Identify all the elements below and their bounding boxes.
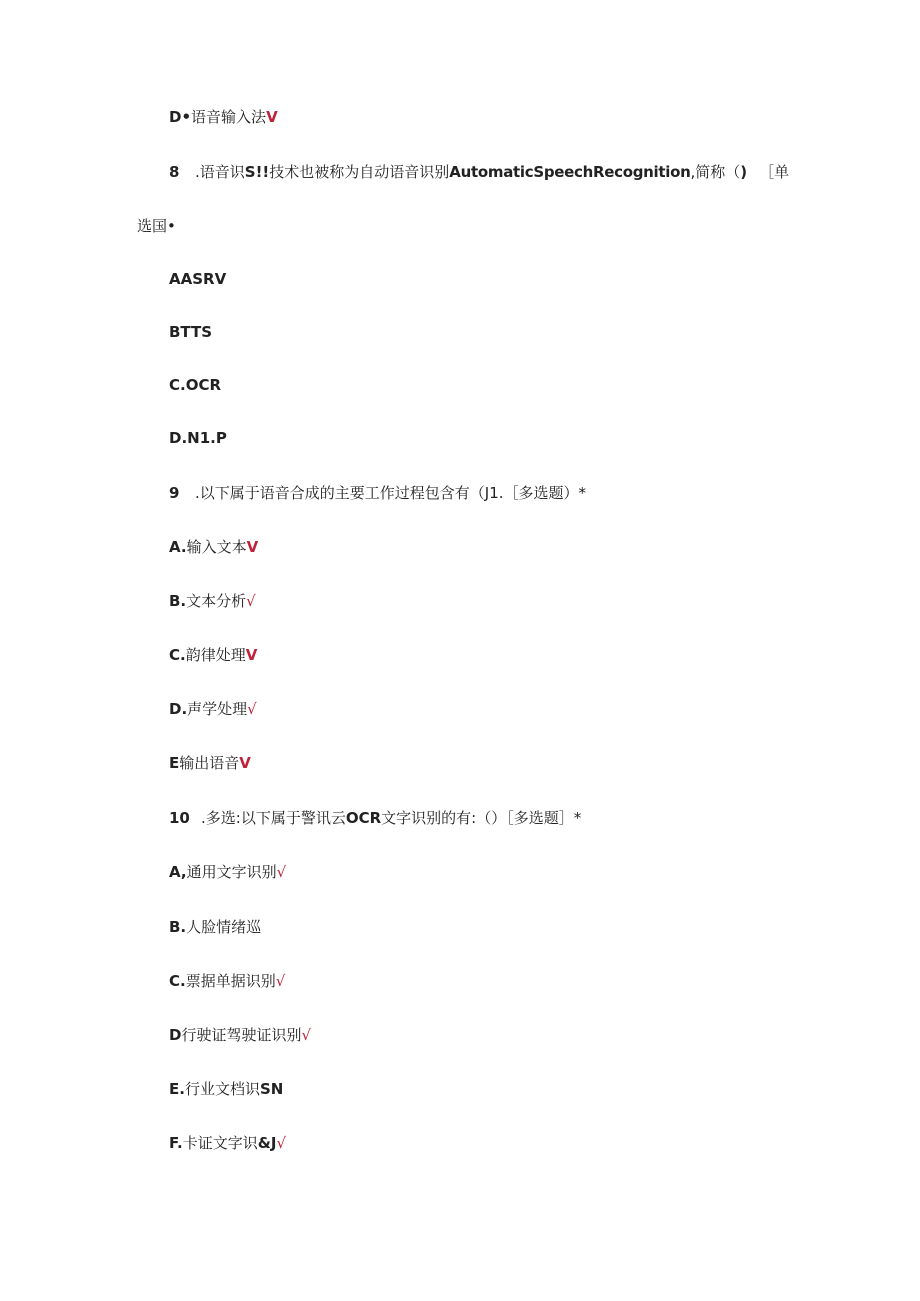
option-text: BTTS — [169, 323, 213, 341]
option-9e — [169, 753, 251, 773]
option-label: F. — [169, 1134, 183, 1152]
option-8a — [169, 269, 226, 289]
question-type: 选国• — [137, 217, 176, 235]
option-text: 韵律处理 — [185, 646, 246, 664]
question-text-bold: OCR — [345, 809, 382, 827]
option-9b — [169, 591, 256, 611]
option-text: 输出语音 — [179, 754, 240, 772]
option-label: A. — [169, 538, 187, 556]
check-mark-icon: V — [239, 754, 251, 772]
option-10d — [169, 1025, 311, 1045]
option-label: D. — [169, 700, 188, 718]
question-number: 9 — [169, 484, 180, 502]
option-text: 通用文字识别 — [186, 863, 277, 881]
option-text: AASRV — [169, 270, 227, 288]
option-text: 文本分析 — [186, 592, 247, 610]
check-mark-icon: √ — [247, 700, 257, 718]
option-label: E — [169, 754, 180, 772]
check-mark-icon: V — [246, 538, 259, 556]
option-label: C. — [169, 646, 186, 664]
option-8b — [169, 322, 212, 342]
check-mark-icon: √ — [276, 863, 287, 881]
option-text: C.OCR — [169, 376, 222, 394]
option-label: C. — [169, 972, 186, 990]
question-text-bold: AutomaticSpeechRecognition — [449, 163, 691, 181]
question-9 — [169, 483, 586, 503]
option-9c — [169, 645, 257, 665]
question-text-bold: ) — [740, 163, 748, 181]
option-label: D• — [169, 108, 192, 126]
option-7d — [169, 107, 278, 127]
question-text: 技术也被称为自动语音识别 — [269, 163, 450, 181]
option-text: 人脸情绪巡 — [186, 918, 262, 936]
option-10f — [169, 1133, 286, 1153]
option-label: B. — [169, 592, 187, 610]
check-mark-icon: V — [266, 108, 278, 126]
option-text: 声学处理 — [187, 700, 248, 718]
check-mark-icon: √ — [301, 1026, 312, 1044]
option-text: 行驶证驾驶证识别 — [181, 1026, 302, 1044]
option-text: 行业文档识 — [184, 1080, 260, 1098]
question-10 — [169, 808, 581, 828]
option-text: 语音输入法 — [191, 108, 267, 126]
question-text: 文字识别的有:（）［多选题］* — [381, 809, 582, 827]
option-9d — [169, 699, 257, 719]
option-text: 输入文本 — [186, 538, 247, 556]
option-text-bold: &J — [257, 1134, 277, 1152]
question-text: .多选:以下属于警讯云 — [201, 809, 346, 827]
option-label: B. — [169, 918, 187, 936]
check-mark-icon: V — [245, 646, 258, 664]
question-number: 8 — [169, 163, 180, 181]
question-8-wrap — [137, 216, 176, 236]
option-10c — [169, 971, 285, 991]
question-number: 10 — [169, 809, 190, 827]
option-8c — [169, 375, 221, 395]
question-text: ,简称（ — [690, 163, 741, 181]
question-text: .语音识 — [195, 163, 245, 181]
option-label: E. — [169, 1080, 185, 1098]
option-8d — [169, 428, 227, 448]
option-text: 票据单据识别 — [185, 972, 276, 990]
check-mark-icon: √ — [276, 1134, 286, 1152]
check-mark-icon: √ — [275, 972, 286, 990]
question-8 — [169, 162, 789, 182]
option-text: 卡证文字识 — [182, 1134, 258, 1152]
option-10a — [169, 862, 286, 882]
option-9a — [169, 537, 258, 557]
option-label: A, — [169, 863, 187, 881]
check-mark-icon: √ — [246, 592, 256, 610]
option-text: D.N1.P — [169, 429, 227, 447]
option-10b — [169, 917, 261, 937]
question-text: .以下属于语音合成的主要工作过程包含有（J1.［多选题）* — [195, 484, 587, 502]
option-text-bold: SN — [259, 1080, 284, 1098]
option-10e — [169, 1079, 283, 1099]
question-type: ［单 — [759, 163, 790, 181]
option-label: D — [169, 1026, 182, 1044]
question-text-bold: S!! — [244, 163, 270, 181]
